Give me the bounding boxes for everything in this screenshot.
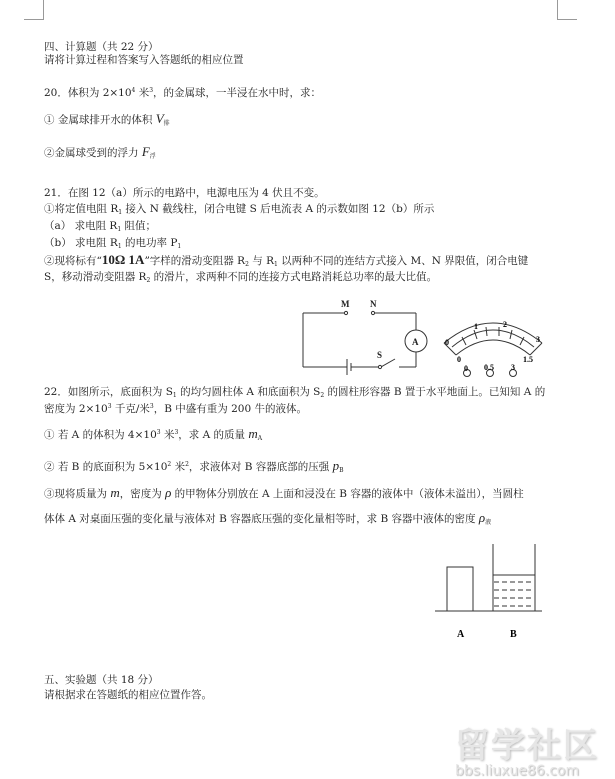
terminal-label-0.5: 0.5 [484, 363, 494, 372]
q20-part1: ① 金属球排开水的体积 $V_排$ [44, 111, 170, 127]
q21-part2: ②现将标有“10Ω 1A”字样的滑动变阻器 $R_2$ 与 $R_1$ 以两种不同的连结方式接入 M、N 界限值，闭合电键 [44, 252, 529, 268]
q22-part3: ③现将质量为 m，密度为 ρ 的甲物体分别放在 A 上面和浸没在 B 容器的液体中（液体未溢出），当圆柱 [44, 485, 524, 500]
ammeter-dial [440, 305, 550, 380]
liquid-dashes [494, 582, 534, 606]
q21-part-a: （a） 求电阻 $R_1$ 阻值； [44, 220, 157, 233]
section4-instruction: 请将计算过程和答案写入答题纸的相应位置 [44, 54, 244, 66]
q21-part2-line2: S，移动滑动变阻器 $R_2$ 的滑片，求两种不同的连接方式电路消耗总功率的最大比值。 [44, 271, 438, 284]
section5-title: 五、实验题（共 18 分） [44, 674, 159, 686]
label-ammeter: A [412, 337, 419, 347]
label-n: N [370, 299, 377, 309]
figure-a-b [430, 540, 550, 645]
q22-part1: ① 若 A 的体积为 $4\times 10^3$ 米$^3$，求 A 的质量 $m_A$ [44, 426, 263, 442]
q20-stem: 20．体积为 $2\times 10^4$ 米$^3$，的金属球，一半浸在水中时，求： [44, 87, 322, 99]
switch-pivot [378, 365, 381, 368]
section5-instruction: 请根据求在答题纸的相应位置作答。 [44, 689, 212, 701]
label-switch: S [377, 350, 383, 360]
q20-part2: ②金属球受到的浮力 $F_浮$ [44, 144, 156, 160]
watermark-logo: 留学社区 [455, 726, 599, 766]
dial-bottom-0: 0 [457, 355, 461, 364]
q21-part1: ①将定值电阻 $R_1$ 接入 N 截线柱，闭合电键 S 后电流表 A 的示数如图 12（b）所示 [44, 203, 435, 216]
q21-part-b: （b） 求电阻 $R_1$ 的电功率 $P_1$ [44, 237, 182, 250]
q22-part3-line2: 体体 A 对桌面压强的变化量与液体对 B 容器底压强的变化量相等时，求 B 容器中液体的密度 $\rho_液$ [44, 510, 492, 526]
q22-stem: 22．如图所示，底面积为 $S_1$ 的均匀圆柱体 A 和底面积为 $S_2$ 的圆柱形容器 B 置于水平地面上。已知知 A 的 [44, 386, 546, 399]
circuit-diagram [295, 295, 445, 380]
dial-top-3: 3 [536, 335, 540, 344]
fig-label-a: A [457, 629, 465, 640]
dial-top-1: 1 [474, 322, 478, 331]
terminal-m [344, 311, 347, 314]
dial-bottom-1.5: 1.5 [523, 355, 533, 364]
terminal-n [371, 311, 374, 314]
dial-top-0: 0 [445, 338, 449, 347]
terminal-label-3: 3 [511, 363, 515, 372]
fig-label-b: B [510, 629, 517, 640]
watermark [455, 718, 599, 779]
switch-blade [381, 359, 395, 367]
section4-title: 四、计算题（共 22 分） [44, 41, 159, 53]
terminal-label-0: 0 [464, 364, 468, 373]
label-m: M [341, 299, 350, 309]
q22-part2: ② 若 B 的底面积为 $5\times 10^2$ 米$^2$，求液体对 B 容器底部的压强 $p_B$ [44, 458, 344, 474]
q21-stem: 21．在图 12（a）所示的电路中，电源电压为 4 伏且不变。 [44, 187, 325, 199]
watermark-url: bbs.liuxue86.com [455, 763, 580, 779]
page-corner-mark-left [24, 0, 44, 20]
dial-top-2: 2 [503, 320, 507, 329]
q22-stem-line2: 密度为 $2\times 10^3$ 千克/米$^3$，B 中盛有重为 200 牛的液体。 [44, 403, 308, 415]
page-corner-mark-right [557, 0, 577, 20]
cylinder-a [447, 567, 473, 611]
